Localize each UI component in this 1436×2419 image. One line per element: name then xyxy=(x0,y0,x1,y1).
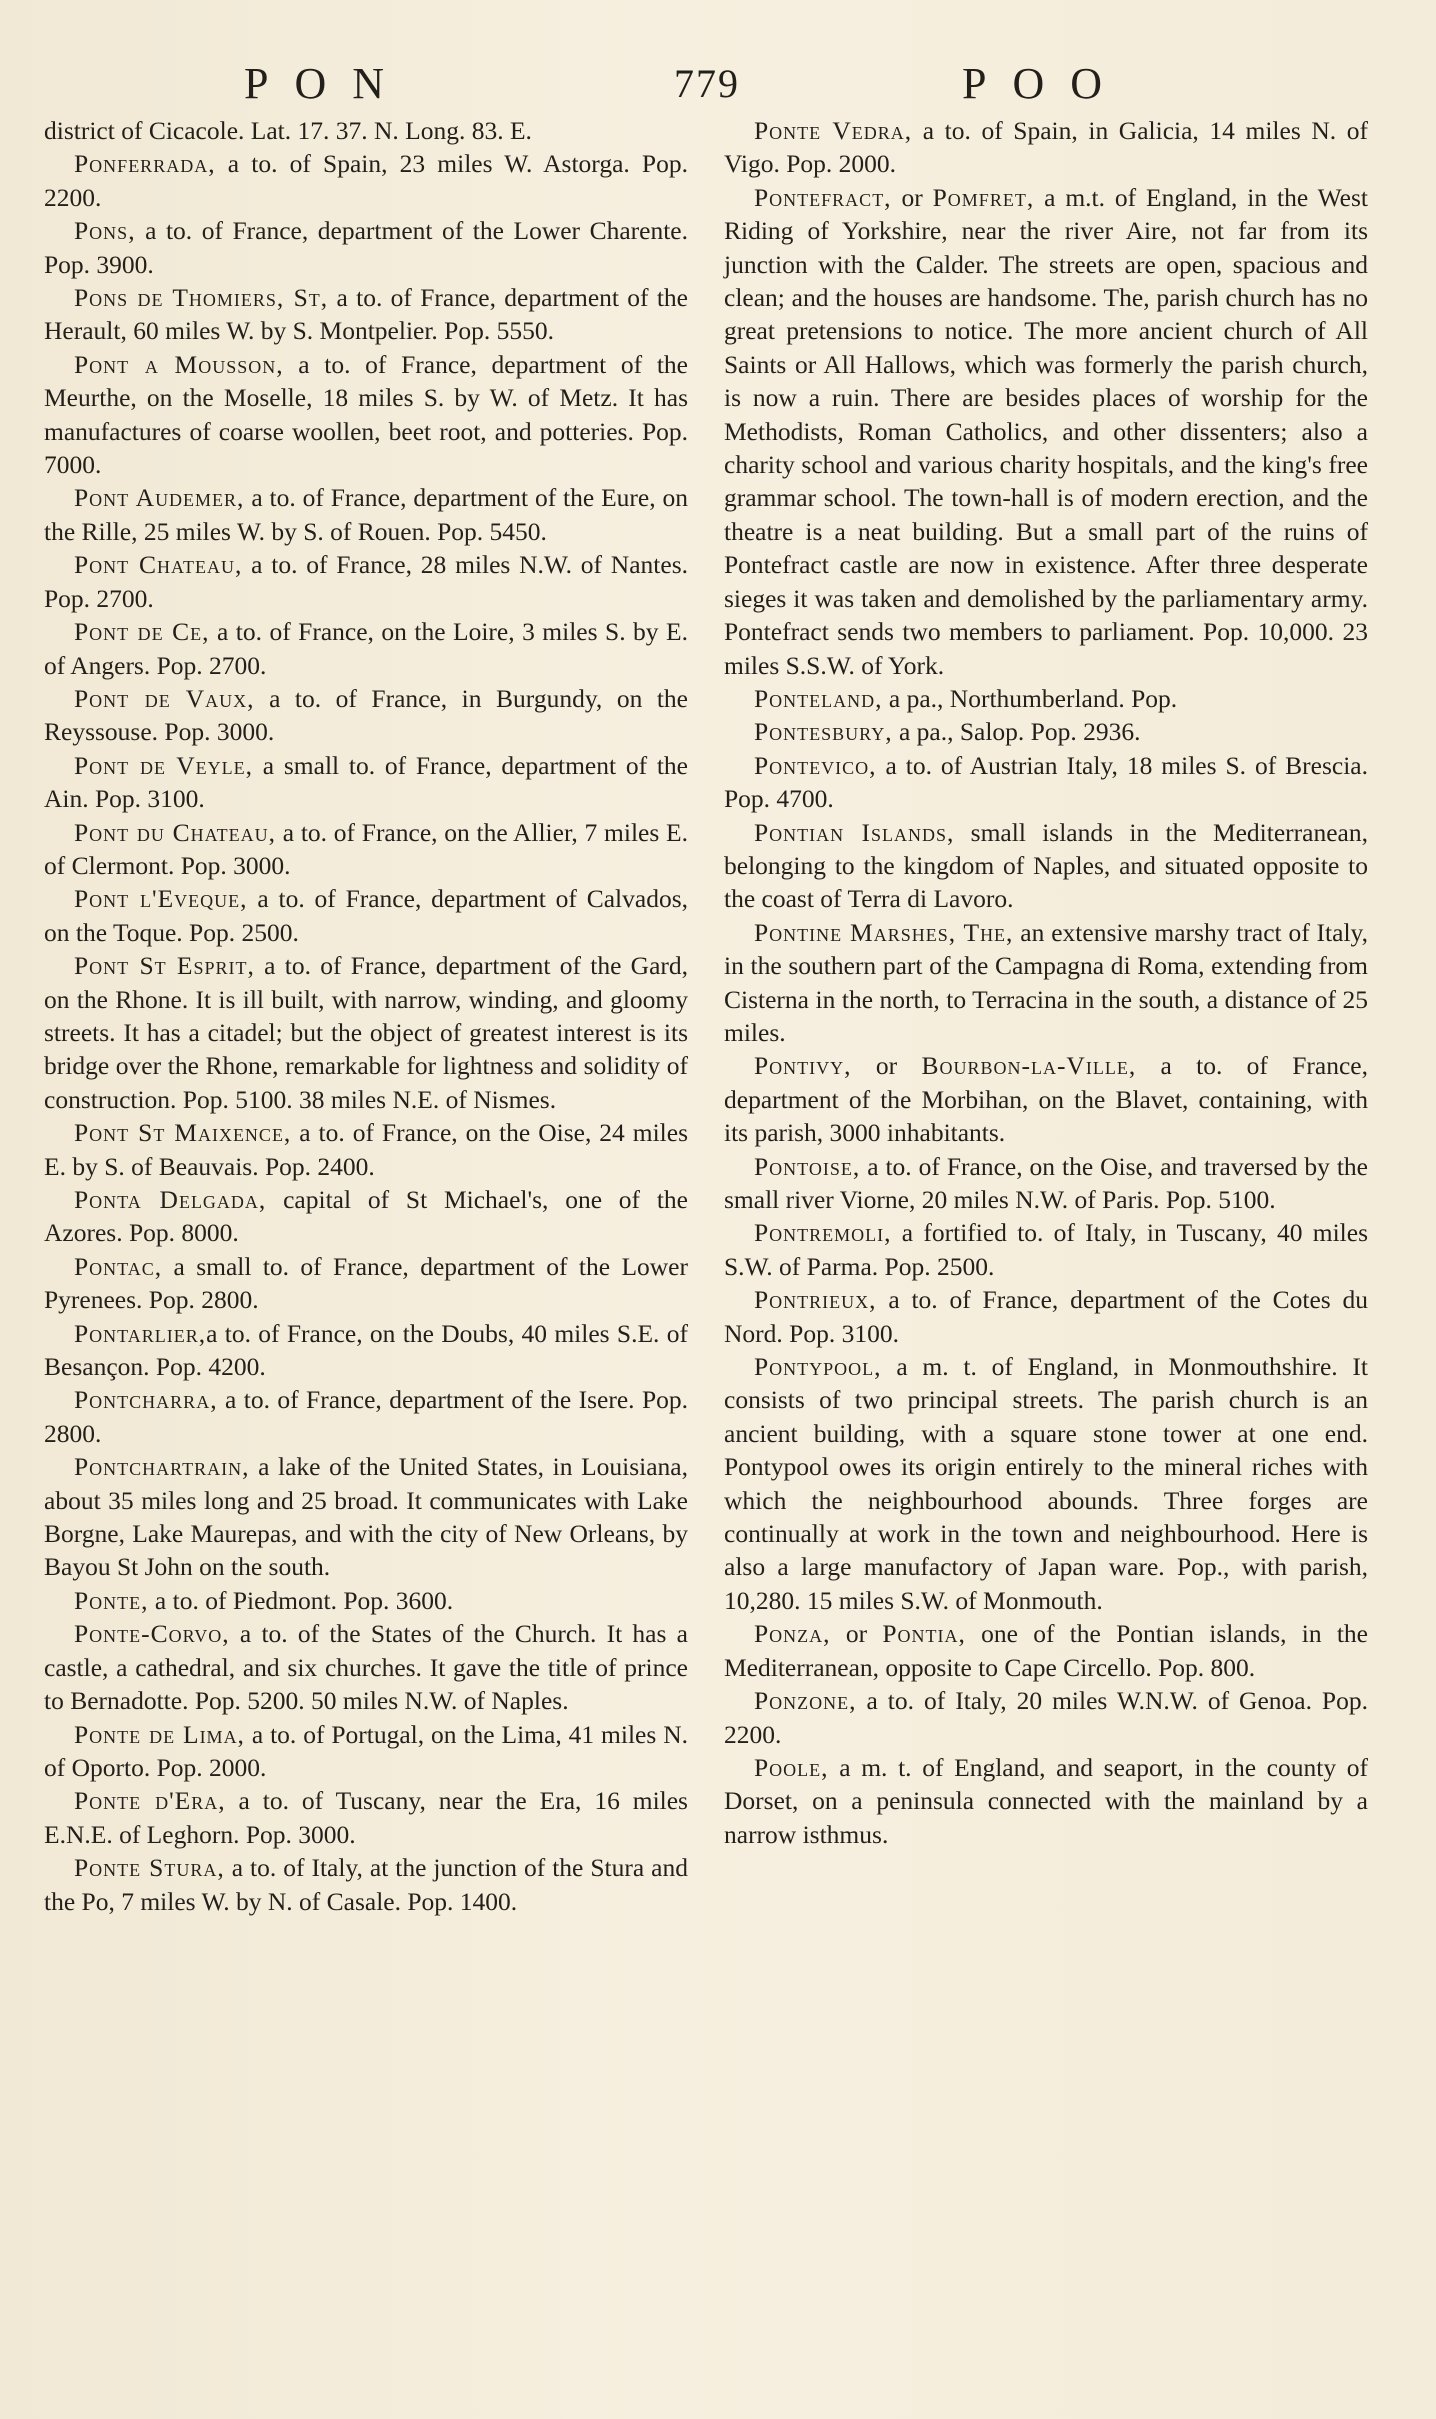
entry-text: or xyxy=(851,1051,922,1081)
entry-text: capital of St Michael's, one of the Azores. Pop. 8000. xyxy=(44,1185,688,1248)
gazetteer-entry xyxy=(44,1784,688,1851)
entry-text: one of the Pontian islands, in the Mediterranean, opposite to Cape Circello. Pop. 800. xyxy=(724,1619,1368,1682)
gazetteer-entry xyxy=(724,1150,1368,1217)
entry-headword: Pontarlier, xyxy=(74,1318,207,1348)
entry-headword: Pontine Marshes, The, xyxy=(754,917,1014,947)
gazetteer-entry xyxy=(44,1617,688,1717)
entry-text: a to. of France, on the Allier, 7 miles E. of Clermont. Pop. 3000. xyxy=(44,817,688,880)
right-column xyxy=(724,114,1368,1918)
entry-text: a small to. of France, department of the Lower Pyrenees. Pop. 2800. xyxy=(44,1251,688,1315)
entry-headword: Pontesbury, xyxy=(754,717,893,747)
entry-text: a to. of Piedmont. Pop. 3600. xyxy=(148,1585,454,1615)
entry-text: a to. of France, department of the Morbihan, on the Blavet, containing, with its parish, 3000 inhabitants. xyxy=(724,1051,1368,1148)
entry-headword: Pont Chateau, xyxy=(74,550,243,580)
entry-headword: Pont du Chateau, xyxy=(74,817,277,847)
entry-headword: Pons, xyxy=(74,216,136,246)
entry-headword: Pontian Islands, xyxy=(754,817,955,847)
gazetteer-entry xyxy=(724,916,1368,1050)
entry-alt-headword: Bourbon-la-Ville, xyxy=(921,1051,1137,1081)
gazetteer-entry xyxy=(724,749,1368,816)
entry-text: a small to. of France, department of the Ain. Pop. 3100. xyxy=(44,750,688,814)
gazetteer-entry xyxy=(44,1116,688,1183)
entry-text: a m.t. of England, in the West Riding of Yorkshire, near the river Aire, not far from its junction with the Calder. The streets are open, spacious and clean; and the houses are handsome. The, parish church has no great pretensions to notice. The more ancient church of All Saints or All Hallows, which was formerly the parish church, is now a ruin. There are besides places of worship for the Methodists, Roman Catholics, and other dissenters; also a charity school and various charity hospitals, and the king's free grammar school. The town-hall is of modern erection, and the theatre is a neat building. But a small part of the ruins of Pontefract castle are now in existence. After three desperate sieges it was taken and demolished by the parliamentary army. Pontefract sends two members to parliament. Pop. 10,000. 23 miles S.S.W. of York. xyxy=(724,182,1368,680)
gazetteer-entry xyxy=(44,114,688,147)
text-columns xyxy=(44,114,1368,1918)
entry-headword: Pont l'Eveque, xyxy=(74,884,248,914)
gazetteer-entry xyxy=(44,481,688,548)
gazetteer-entry xyxy=(724,114,1368,181)
entry-headword: Ponza, xyxy=(754,1619,831,1649)
gazetteer-entry xyxy=(44,147,688,214)
gazetteer-entry xyxy=(44,1183,688,1250)
gazetteer-entry xyxy=(44,1250,688,1317)
entry-text: a to. of France, department of the Eure, on the Rille, 25 miles W. by S. of Rouen. Pop. 5450. xyxy=(44,483,688,546)
gazetteer-entry xyxy=(44,1851,688,1918)
entry-headword: Ponteland, xyxy=(754,683,883,713)
entry-headword: Ponte Stura, xyxy=(74,1853,225,1883)
gazetteer-entry xyxy=(44,548,688,615)
page-number: 779 xyxy=(674,61,740,106)
entry-text: a to. of France, department of the Lower Charente. Pop. 3900. xyxy=(44,216,688,279)
entry-headword: Ponte d'Era, xyxy=(74,1786,226,1816)
gazetteer-entry xyxy=(724,682,1368,715)
gazetteer-entry xyxy=(724,1350,1368,1617)
entry-alt-headword: Pomfret, xyxy=(932,182,1035,212)
entry-headword: Pons de Thomiers, St, xyxy=(74,283,329,313)
entry-text: a pa., Northumberland. Pop. xyxy=(882,683,1178,713)
entry-headword: Ponte de Lima, xyxy=(74,1719,245,1749)
entry-text: a to. of Portugal, on the Lima, 41 miles N. of Oporto. Pop. 2000. xyxy=(44,1719,688,1782)
gazetteer-entry xyxy=(44,1317,688,1384)
entry-text: or xyxy=(830,1619,883,1649)
gazetteer-entry xyxy=(44,816,688,883)
entry-text: a to. of France, department of the Meurthe, on the Moselle, 18 miles S. by W. of Metz. It has manufactures of coarse woollen, beet root, and potteries. Pop. 7000. xyxy=(44,349,688,480)
entry-headword: Poole, xyxy=(754,1752,829,1782)
entry-headword: Ponte-Corvo, xyxy=(74,1619,230,1649)
gazetteer-entry xyxy=(44,1383,688,1450)
entry-text: a lake of the United States, in Louisiana, about 35 miles long and 25 broad. It communicates with Lake Borgne, Lake Maurepas, and with the city of New Orleans, by Bayou St John on the south. xyxy=(44,1452,688,1582)
entry-headword: Pont de Vaux, xyxy=(74,683,255,713)
entry-headword: Ponte Vedra, xyxy=(754,116,913,145)
entry-text: a to. of Austrian Italy, 18 miles S. of Brescia. Pop. 4700. xyxy=(724,750,1368,814)
entry-text: a to. of Tuscany, near the Era, 16 miles E.N.E. of Leghorn. Pop. 3000. xyxy=(44,1786,688,1849)
gazetteer-entry xyxy=(44,1584,688,1617)
entry-alt-headword: Pontia, xyxy=(882,1619,966,1649)
gazetteer-entry xyxy=(44,949,688,1116)
gazetteer-entry xyxy=(44,348,688,482)
entry-text: a to. of Spain, in Galicia, 14 miles N. of Vigo. Pop. 2000. xyxy=(724,116,1369,179)
running-head-left: PON xyxy=(244,59,411,108)
gazetteer-entry xyxy=(724,1283,1368,1350)
gazetteer-entry xyxy=(724,715,1368,748)
entry-text: a to. of Italy, 20 miles W.N.W. of Genoa. Pop. 2200. xyxy=(724,1686,1368,1749)
gazetteer-entry xyxy=(44,615,688,682)
entry-headword: Pontrieux, xyxy=(754,1285,877,1315)
entry-headword: Pontevico, xyxy=(754,750,877,780)
left-column xyxy=(44,114,688,1918)
entry-headword: Ponferrada, xyxy=(74,149,216,179)
gazetteer-entry xyxy=(44,214,688,281)
entry-headword: Pontoise, xyxy=(754,1151,861,1181)
gazetteer-entry xyxy=(724,1049,1368,1149)
entry-text: a to. of France, 28 miles N.W. of Nantes. Pop. 2700. xyxy=(44,550,688,613)
entry-text: a to. of France, department of the Isere. Pop. 2800. xyxy=(44,1385,688,1448)
entry-text: a to. of France, department of the Cotes du Nord. Pop. 3100. xyxy=(724,1285,1368,1348)
entry-headword: Pontcharra, xyxy=(74,1385,218,1415)
entry-headword: Pont de Ce, xyxy=(74,617,210,647)
entry-text: a pa., Salop. Pop. 2936. xyxy=(892,717,1141,747)
entry-headword: Pontremoli, xyxy=(754,1218,892,1248)
gazetteer-entry xyxy=(724,181,1368,682)
entry-text: a fortified to. of Italy, in Tuscany, 40 miles S.W. of Parma. Pop. 2500. xyxy=(724,1218,1368,1281)
entry-headword: Ponta Delgada, xyxy=(74,1185,267,1214)
entry-text: a to. of France, on the Loire, 3 miles S. by E. of Angers. Pop. 2700. xyxy=(44,617,688,680)
entry-text: an extensive marshy tract of Italy, in the southern part of the Campagna di Roma, extending from Cisterna in the north, to Terracina in the south, a distance of 25 miles. xyxy=(724,917,1369,1047)
entry-headword: Pontac, xyxy=(74,1251,163,1281)
entry-text: a m. t. of England, in Monmouthshire. It consists of two principal streets. The parish church is an ancient building, with a square stone tower at one end. Pontypool owes its origin entirely to the mineral riches with which the neighbourhood abounds. Three forges are continually at work in the town and neighbourhood. Here is also a large manufactory of Japan ware. Pop., with parish, 10,280. 15 miles S.W. of Monmouth. xyxy=(724,1352,1368,1615)
entry-text: a to. of France, department of the Herault, 60 miles W. by S. Montpelier. Pop. 5550. xyxy=(44,283,688,346)
entry-headword: Ponte, xyxy=(74,1585,149,1615)
gazetteer-entry xyxy=(724,1216,1368,1283)
entry-headword: Pontchartrain, xyxy=(74,1452,250,1482)
gazetteer-entry xyxy=(44,682,688,749)
entry-headword: Pont a Mousson, xyxy=(74,349,284,379)
entry-text: small islands in the Mediterranean, belonging to the kingdom of Naples, and situated opposite to the coast of Terra di Lavoro. xyxy=(724,817,1368,914)
entry-text: a m. t. of England, and seaport, in the county of Dorset, on a peninsula connected with the mainland by a narrow isthmus. xyxy=(724,1752,1368,1849)
entry-headword: Pontypool, xyxy=(754,1352,882,1382)
gazetteer-entry xyxy=(44,1450,688,1584)
entry-text: a to. of France, department of Calvados, on the Toque. Pop. 2500. xyxy=(44,884,688,947)
entry-text: a to. of France, on the Oise, and traversed by the small river Viorne, 20 miles N.W. of Paris. Pop. 5100. xyxy=(724,1151,1368,1214)
entry-text: a to. of Spain, 23 miles W. Astorga. Pop. 2200. xyxy=(44,149,688,212)
entry-headword: Pont St Maixence, xyxy=(74,1118,292,1148)
entry-text: a to. of France, in Burgundy, on the Reyssouse. Pop. 3000. xyxy=(44,683,688,747)
gazetteer-entry xyxy=(724,1684,1368,1751)
entry-text: a to. of France, department of the Gard, on the Rhone. It is ill built, with narrow, winding, and gloomy streets. It has a citadel; but the object of greatest interest is its bridge over the Rhone, remarkable for lightness and solidity of construction. Pop. 5100. 38 miles N.E. of Nismes. xyxy=(44,951,689,1114)
running-head-right: POO xyxy=(962,59,1129,108)
entry-headword: Pontivy, xyxy=(754,1051,852,1081)
entry-text: a to. of Italy, at the junction of the Stura and the Po, 7 miles W. by N. of Casale. Pop. 1400. xyxy=(44,1853,688,1916)
entry-text: district of Cicacole. Lat. 17. 37. N. Long. 83. E. xyxy=(44,116,532,145)
gazetteer-entry xyxy=(724,1617,1368,1684)
gazetteer-entry xyxy=(724,1751,1368,1851)
entry-headword: Pont de Veyle, xyxy=(74,750,254,780)
entry-text: a to. of France, on the Doubs, 40 miles S.E. of Besançon. Pop. 4200. xyxy=(44,1318,688,1382)
entry-headword: Pont St Esprit, xyxy=(74,951,255,981)
entry-headword: Pont Audemer, xyxy=(74,483,245,513)
entry-text: or xyxy=(891,182,933,212)
entry-text: a to. of the States of the Church. It has a castle, a cathedral, and six churches. It gave the title of prince to Bernadotte. Pop. 5200. 50 miles N.W. of Naples. xyxy=(44,1619,688,1716)
gazetteer-entry xyxy=(44,749,688,816)
running-head xyxy=(44,46,1368,114)
gazetteer-entry xyxy=(724,816,1368,916)
gazetteer-entry xyxy=(44,281,688,348)
entry-headword: Pontefract, xyxy=(754,182,892,212)
gazetteer-entry xyxy=(44,1718,688,1785)
entry-text: a to. of France, on the Oise, 24 miles E. by S. of Beauvais. Pop. 2400. xyxy=(44,1118,688,1181)
gazetteer-entry xyxy=(44,882,688,949)
entry-headword: Ponzone, xyxy=(754,1686,857,1716)
